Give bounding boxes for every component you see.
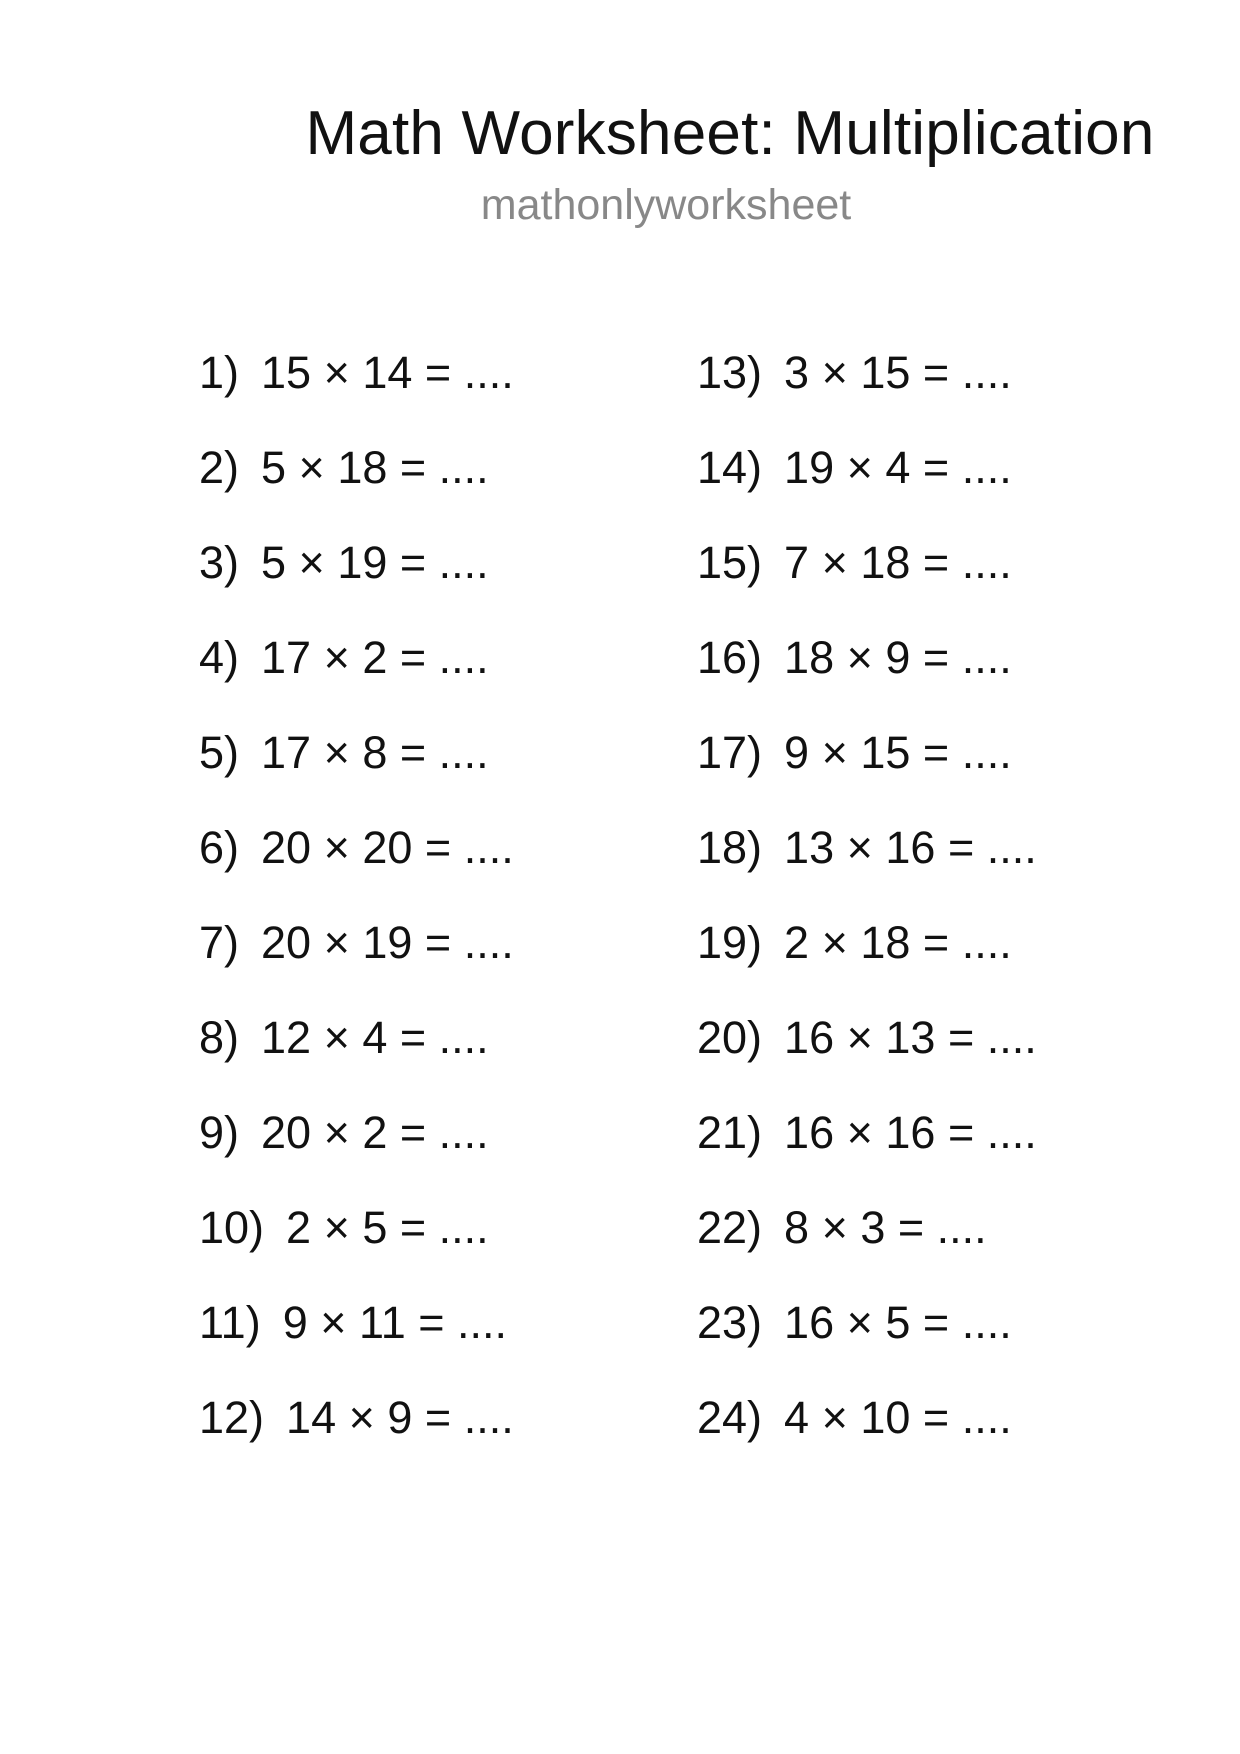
problem-expression: 16 × 16 = .... — [784, 1107, 1037, 1158]
problem-expression: 8 × 3 = .... — [784, 1202, 987, 1253]
problem-expression: 2 × 18 = .... — [784, 917, 1012, 968]
problem-expression: 5 × 19 = .... — [261, 537, 489, 588]
problem-number: 13) — [697, 347, 763, 398]
problem-expression: 20 × 19 = .... — [261, 917, 514, 968]
problem-item — [199, 1388, 699, 1483]
problem-item — [199, 818, 699, 913]
problem-item — [697, 533, 1197, 628]
problem-number: 6) — [199, 822, 240, 873]
problem-item — [199, 438, 699, 533]
problem-number: 18) — [697, 822, 763, 873]
problem-expression: 16 × 5 = .... — [784, 1297, 1012, 1348]
problem-item — [697, 438, 1197, 533]
problem-item — [199, 1103, 699, 1198]
problem-item — [199, 533, 699, 628]
problem-item — [697, 628, 1197, 723]
problem-item — [697, 1008, 1197, 1103]
problem-item — [697, 1103, 1197, 1198]
problem-expression: 12 × 4 = .... — [261, 1012, 489, 1063]
problem-expression: 17 × 2 = .... — [261, 632, 489, 683]
problem-expression: 15 × 14 = .... — [261, 347, 514, 398]
problem-number: 12) — [199, 1392, 265, 1443]
problem-expression: 4 × 10 = .... — [784, 1392, 1012, 1443]
problem-number: 24) — [697, 1392, 763, 1443]
problem-number: 23) — [697, 1297, 763, 1348]
problem-column-left — [199, 343, 699, 1483]
problem-number: 4) — [199, 632, 240, 683]
problem-number: 1) — [199, 347, 240, 398]
problem-number: 10) — [199, 1202, 265, 1253]
problem-number: 17) — [697, 727, 763, 778]
problem-number: 2) — [199, 442, 240, 493]
problem-column-right — [697, 343, 1197, 1483]
problem-number: 16) — [697, 632, 763, 683]
problem-expression: 7 × 18 = .... — [784, 537, 1012, 588]
problem-expression: 19 × 4 = .... — [784, 442, 1012, 493]
problem-expression: 18 × 9 = .... — [784, 632, 1012, 683]
problem-number: 11) — [199, 1297, 261, 1348]
problem-expression: 20 × 20 = .... — [261, 822, 514, 873]
problem-number: 19) — [697, 917, 763, 968]
problem-number: 22) — [697, 1202, 763, 1253]
worksheet-subtitle: mathonlyworksheet — [480, 181, 852, 229]
problem-expression: 9 × 11 = .... — [282, 1297, 508, 1348]
problem-item — [199, 723, 699, 818]
problem-item — [697, 343, 1197, 438]
problem-expression: 9 × 15 = .... — [784, 727, 1012, 778]
problem-expression: 20 × 2 = .... — [261, 1107, 489, 1158]
problem-item — [199, 913, 699, 1008]
problem-number: 3) — [199, 537, 240, 588]
problem-number: 21) — [697, 1107, 763, 1158]
problem-number: 20) — [697, 1012, 763, 1063]
problem-expression: 2 × 5 = .... — [286, 1202, 489, 1253]
problem-item — [697, 1388, 1197, 1483]
problem-number: 14) — [697, 442, 763, 493]
problem-expression: 13 × 16 = .... — [784, 822, 1037, 873]
problem-item — [697, 818, 1197, 913]
problem-item — [199, 343, 699, 438]
problem-expression: 3 × 15 = .... — [784, 347, 1012, 398]
problem-expression: 5 × 18 = .... — [261, 442, 489, 493]
problem-number: 7) — [199, 917, 240, 968]
problem-item — [199, 628, 699, 723]
problem-expression: 17 × 8 = .... — [261, 727, 489, 778]
problem-expression: 16 × 13 = .... — [784, 1012, 1037, 1063]
problem-number: 5) — [199, 727, 240, 778]
problem-item — [697, 1293, 1197, 1388]
problem-number: 8) — [199, 1012, 240, 1063]
problem-item — [697, 1198, 1197, 1293]
problem-item — [697, 723, 1197, 818]
problem-item — [697, 913, 1197, 1008]
problem-item — [199, 1008, 699, 1103]
problem-number: 9) — [199, 1107, 240, 1158]
problem-item — [199, 1293, 699, 1388]
problem-expression: 14 × 9 = .... — [286, 1392, 514, 1443]
problem-item — [199, 1198, 699, 1293]
worksheet-title: Math Worksheet: Multiplication — [305, 99, 1155, 168]
problem-number: 15) — [697, 537, 763, 588]
